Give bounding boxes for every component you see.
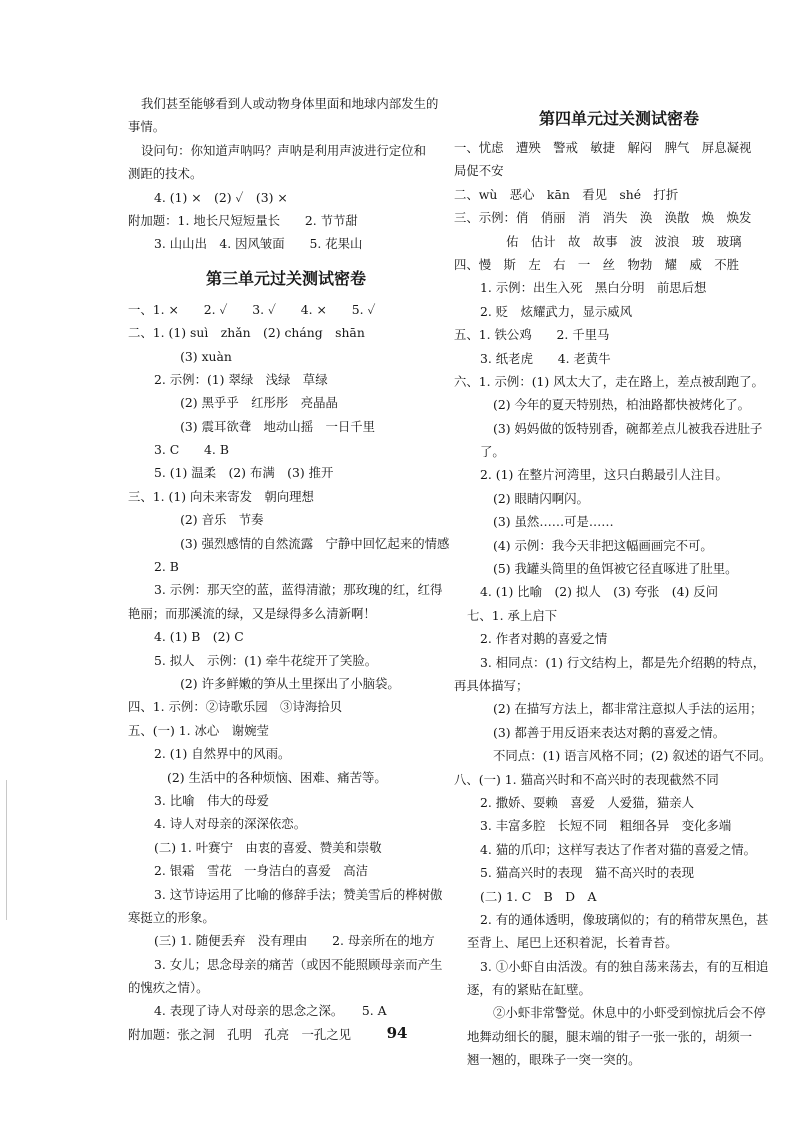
answer-line: 2. B xyxy=(154,559,179,575)
answer-line: 寒挺立的形象。 xyxy=(128,909,215,925)
answer-line: 2. (1) 自然界中的风雨。 xyxy=(154,746,291,762)
answer-line: 4. (1) 比喻 (2) 拟人 (3) 夸张 (4) 反问 xyxy=(480,584,719,600)
answer-line: 4. (1) × (2) ✓ (3) × xyxy=(154,189,288,205)
answer-line: 1. 示例：出生入死 黑白分明 前思后想 xyxy=(480,280,707,296)
answer-line: 附加题：1. 地长尺短短量长 2. 节节甜 xyxy=(128,212,358,228)
answer-line: 二、1. (1) suì zhǎn (2) cháng shān xyxy=(128,325,365,341)
unit3-title: 第三单元过关测试密卷 xyxy=(205,268,366,288)
answer-line: 再具体描写； xyxy=(454,677,529,693)
unit4-title: 第四单元过关测试密卷 xyxy=(538,109,699,128)
unit4-answers xyxy=(454,136,784,1072)
answer-line: 2. 作者对鹅的喜爱之情 xyxy=(480,631,608,647)
answer-line: (2) 眼睛闪啊闪。 xyxy=(493,490,589,506)
answer-line: 3. 山山出 4. 因风皱面 5. 花果山 xyxy=(154,236,363,252)
left-column xyxy=(128,92,450,1046)
answer-line: 七、1. 承上启下 xyxy=(467,607,558,623)
answer-line: (2) 在描写方法上，都非常注意拟人手法的运用； xyxy=(493,701,763,717)
answer-line: 的愧疚之情）。 xyxy=(128,980,209,996)
answer-line: 4. (1) B (2) C xyxy=(154,629,244,645)
answer-line: 5. 猫高兴时的表现 猫不高兴时的表现 xyxy=(480,865,695,881)
answer-line: 2. 示例：(1) 翠绿 浅绿 草绿 xyxy=(154,371,328,387)
answer-line: 3. 比喻 伟大的母爱 xyxy=(154,792,269,808)
answer-line: 3. C 4. B xyxy=(154,442,229,458)
answer-line: 2. 有的通体透明，像玻璃似的；有的稍带灰黑色，甚 xyxy=(480,911,769,927)
right-column xyxy=(454,92,784,1072)
answer-line: 3. ①小虾自由活泼。有的独自荡来荡去，有的互相追 xyxy=(480,958,769,974)
answer-line: (3) 强烈感情的自然流露 宁静中回忆起来的情感 xyxy=(180,535,450,551)
unit3-answers xyxy=(128,298,450,1047)
answer-line: 局促不安 xyxy=(454,163,504,179)
answer-line: (2) 音乐 节奏 xyxy=(180,512,264,528)
answer-line: 3. 女儿；思念母亲的痛苦（或因不能照顾母亲而产生 xyxy=(154,956,443,972)
answer-line: 逐，有的紧贴在缸壁。 xyxy=(467,982,591,998)
answer-line: (二) 1. C B D A xyxy=(480,888,597,904)
answer-line: (4) 示例：我今天非把这幅画画完不可。 xyxy=(493,537,713,553)
answer-line: 2. 撒娇、耍赖 喜爱 人爱猫，猫亲人 xyxy=(480,794,695,810)
answer-line: 三、1. (1) 向未来寄发 朝向理想 xyxy=(128,488,314,504)
answer-line: 地舞动细长的腿，腿末端的钳子一张一张的，胡须一 xyxy=(467,1028,752,1044)
answer-line: 六、1. 示例：(1) 风太大了，走在路上，差点被刮跑了。 xyxy=(454,373,764,389)
answer-line: 佑 估计 故 故事 波 波浪 玻 玻璃 xyxy=(506,233,742,249)
answer-line: 三、示例：俏 俏丽 消 消失 涣 涣散 焕 焕发 xyxy=(454,210,752,226)
answer-line: 3. 示例：那天空的蓝，蓝得清澈；那玫瑰的红，红得 xyxy=(154,582,443,598)
answer-line: (二) 1. 叶赛宁 由衷的喜爱、赞美和崇敬 xyxy=(154,839,382,855)
answer-line: 设问句：你知道声呐吗？声呐是利用声波进行定位和 xyxy=(141,142,426,158)
answer-line: 四、1. 示例：②诗歌乐园 ③诗海拾贝 xyxy=(128,699,343,715)
answer-line: 2. 贬 炫耀武力，显示威风 xyxy=(480,303,633,319)
answer-line: 了。 xyxy=(480,444,505,460)
answer-line: (5) 我罐头筒里的鱼饵被它径直啄进了肚里。 xyxy=(493,561,738,577)
answer-line: (三) 1. 随便丢弃 没有理由 2. 母亲所在的地方 xyxy=(154,933,435,949)
answer-line: 4. 诗人对母亲的深深依恋。 xyxy=(154,816,307,832)
answer-line: 3. 相同点：(1) 行文结构上，都是先介绍鹅的特点， xyxy=(480,654,766,670)
answer-line: 一、忧虑 遭殃 警戒 敏捷 解闷 脾气 屏息凝视 xyxy=(454,140,752,155)
answer-line: 四、慢 斯 左 右 一 丝 物勃 耀 威 不胜 xyxy=(454,256,739,272)
answer-line: (2) 黑乎乎 红彤彤 亮晶晶 xyxy=(180,395,338,411)
answer-line: 3. 纸老虎 4. 老黄牛 xyxy=(480,350,611,366)
answer-line: (2) 许多鲜嫩的笋从土里探出了小脑袋。 xyxy=(180,675,400,691)
answer-line: (3) xuàn xyxy=(180,348,232,364)
answer-line: (3) 震耳欲聋 地动山摇 一日千里 xyxy=(180,418,376,434)
answer-line: 翘一翘的，眼珠子一突一突的。 xyxy=(467,1052,641,1068)
answer-line: 2. 银霜 雪花 一身洁白的喜爱 高洁 xyxy=(154,863,369,879)
answer-line: (3) 虽然……可是…… xyxy=(493,514,614,530)
answer-line: 测距的技术。 xyxy=(128,166,203,182)
answer-line: 5. (1) 温柔 (2) 布满 (3) 推开 xyxy=(154,465,334,481)
answer-line: (2) 今年的夏天特别热，柏油路都快被烤化了。 xyxy=(493,397,750,413)
answer-line: 2. (1) 在整片河湾里，这只白鹅最引人注目。 xyxy=(480,467,728,483)
answer-line: 事情。 xyxy=(128,119,166,135)
answer-line: 5. 拟人 示例：(1) 牵牛花绽开了笑脸。 xyxy=(154,652,378,668)
answer-line: (2) 生活中的各种烦恼、困难、痛苦等。 xyxy=(167,769,387,785)
answer-line: 3. 这节诗运用了比喻的修辞手法；赞美雪后的桦树傲 xyxy=(154,886,443,902)
scan-edge-mark xyxy=(6,780,7,920)
answer-line: (3) 妈妈做的饭特别香，碗都差点儿被我吞进肚子 xyxy=(493,420,763,436)
answer-line: 4. 表现了诗人对母亲的思念之深。 5. A xyxy=(154,1003,387,1019)
answer-line: 至背上、尾巴上还积着泥，长着青苔。 xyxy=(467,935,678,951)
answer-line: 五、(一) 1. 冰心 谢婉莹 xyxy=(128,722,269,738)
answer-line: 3. 丰富多腔 长短不同 粗细各异 变化多端 xyxy=(480,818,732,834)
answer-line: 五、1. 铁公鸡 2. 千里马 xyxy=(454,327,610,343)
answer-line: 艳丽；而那溪流的绿，又是绿得多么清新啊！ xyxy=(128,605,376,621)
answer-line: 附加题：张之洞 孔明 孔亮 一孔之见 xyxy=(128,1026,352,1042)
answer-line: 一、1. × 2. ✓ 3. ✓ 4. × 5. ✓ xyxy=(128,301,376,317)
answer-line: 不同点：(1) 语言风格不同；(2) 叙述的语气不同。 xyxy=(493,748,772,764)
answer-line: 4. 猫的爪印；这样写表达了作者对猫的喜爱之情。 xyxy=(480,841,756,857)
answer-line: 八、(一) 1. 猫高兴时和不高兴时的表现截然不同 xyxy=(454,771,719,787)
answer-line: 我们甚至能够看到人或动物身体里面和地球内部发生的 xyxy=(141,96,439,111)
answer-line: ②小虾非常警觉。休息中的小虾受到惊扰后会不停 xyxy=(493,1005,766,1021)
answer-line: (3) 都善于用反语来表达对鹅的喜爱之情。 xyxy=(493,724,726,740)
unit2-answers-tail xyxy=(128,92,444,256)
page-number: 94 xyxy=(386,1024,408,1042)
answer-line: 二、wù 恶心 kān 看见 shé 打折 xyxy=(454,186,679,202)
